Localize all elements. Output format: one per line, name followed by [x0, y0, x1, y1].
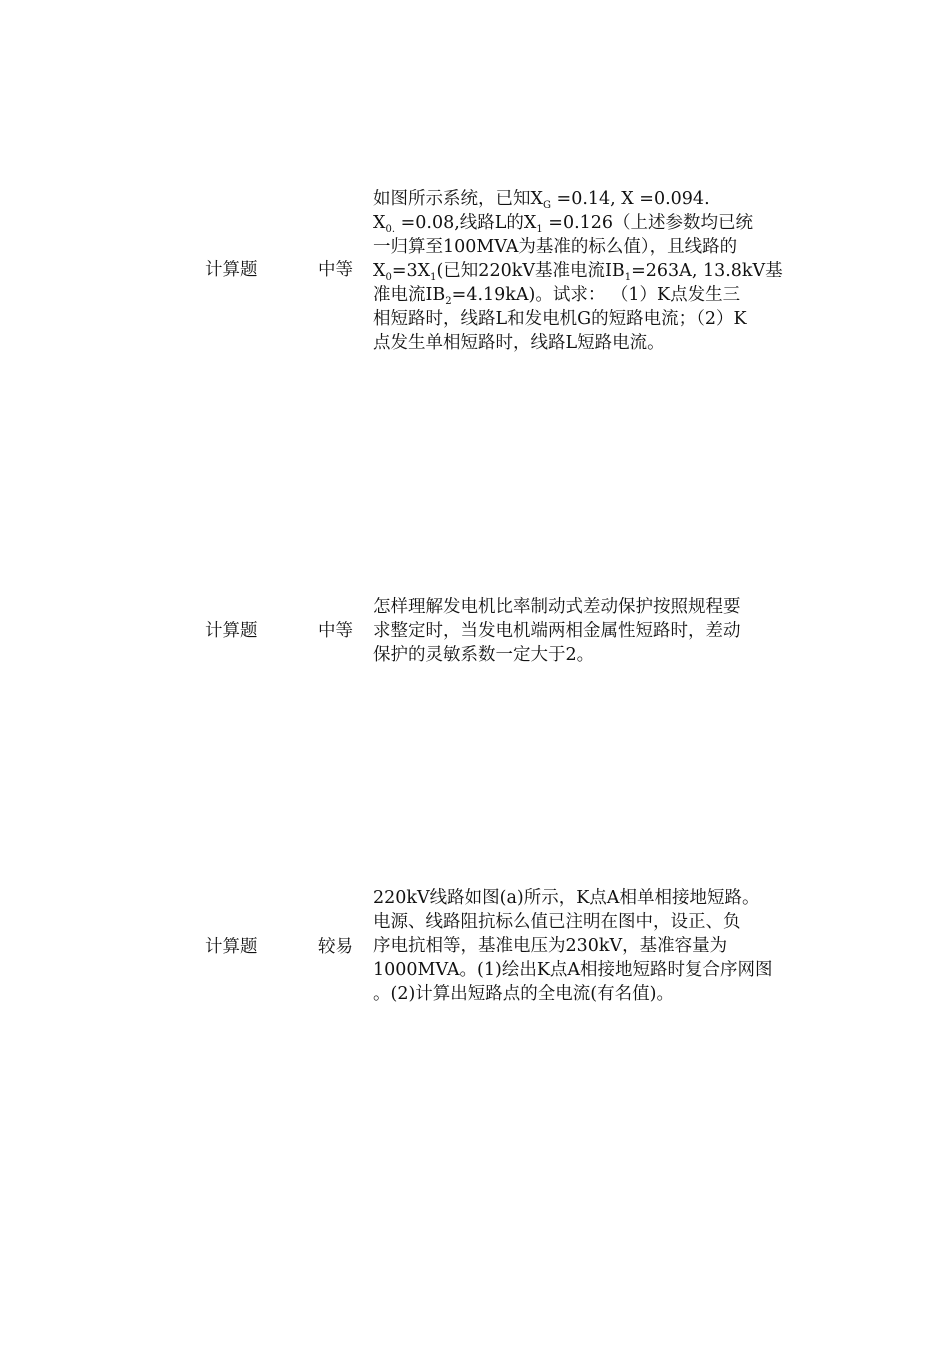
- subscript: 1: [430, 272, 437, 283]
- question-text-line: 电源、线路阻抗标么值已注明在图中，设正、负: [373, 912, 741, 932]
- subscript: 1: [624, 272, 632, 283]
- question-text-line: 准电流$IB_2=4.19kA$)。试求： （1）K点发生三: [373, 285, 741, 307]
- question-type: 计算题: [205, 937, 258, 957]
- subscript: G: [542, 200, 551, 211]
- subscript: 0.: [385, 224, 396, 235]
- subscript: 0: [385, 272, 392, 283]
- question-type: 计算题: [205, 621, 258, 641]
- subscript: 1: [536, 224, 543, 235]
- question-text-line: 如图所示系统，已知$X_G =0.14$, X =0.094.: [373, 189, 710, 211]
- question-text-line: $X_0=3X_1$(已知220kV基准电流$IB_1=263A$, 13.8kV基: [373, 261, 783, 283]
- question-difficulty: 中等: [318, 621, 353, 641]
- question-difficulty: 较易: [318, 937, 353, 957]
- question-text-line: 保护的灵敏系数一定大于2。: [373, 645, 595, 665]
- question-text-line: 求整定时，当发电机端两相金属性短路时，差动: [373, 621, 741, 641]
- question-difficulty: 中等: [318, 260, 353, 280]
- subscript: 2: [445, 296, 452, 307]
- question-text: [373, 886, 785, 1006]
- question-text-line: 1000MVA。(1)绘出K点A相接地短路时复合序网图: [373, 960, 773, 980]
- question-type: 计算题: [205, 260, 258, 280]
- question-text-line: 一归算至100MVA为基准的标么值），且线路的: [373, 237, 738, 257]
- question-text: [373, 187, 785, 355]
- question-text-line: 序电抗相等，基准电压为230kV，基准容量为: [373, 936, 728, 956]
- question-text-line: 。(2)计算出短路点的全电流(有名值)。: [373, 984, 674, 1004]
- question-text-line: 怎样理解发电机比率制动式差动保护按照规程要: [373, 597, 741, 617]
- question-text: [373, 595, 785, 667]
- question-text-line: $X_{0.} =0.08$,线路L的$X_1 =0.126$（上述参数均已统: [373, 213, 754, 235]
- question-text-line: 220kV线路如图(a)所示，K点A相单相接地短路。: [373, 888, 760, 908]
- question-text-line: 相短路时，线路L和发电机G的短路电流；（2）K: [373, 309, 747, 329]
- question-text-line: 点发生单相短路时，线路L短路电流。: [373, 333, 665, 353]
